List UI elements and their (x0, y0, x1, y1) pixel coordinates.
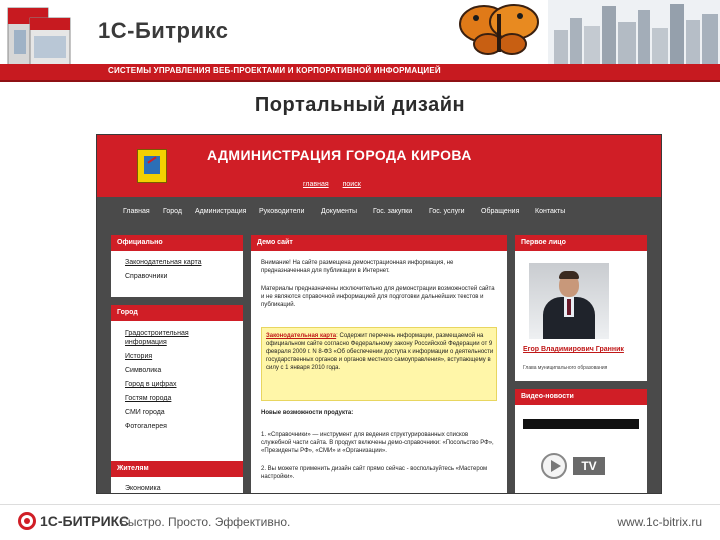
official-role: Глава муниципального образования (523, 365, 608, 371)
first-person-box (515, 235, 647, 381)
demo-materials-text: Материалы предназначены исключительно для демонстрации возможностей сайта и не являются справочной информацией для подготовки дальнейших текстов и публикаций. (261, 286, 495, 308)
home-link[interactable]: главная (303, 181, 329, 188)
official-box (111, 235, 243, 297)
city-emblem-icon (137, 149, 167, 183)
nav-item-administration[interactable]: Администрация (195, 208, 247, 215)
residents-box (111, 461, 243, 494)
portal-main-column (251, 235, 507, 494)
video-news-title: Видео-новости (515, 389, 647, 405)
nav-item-leaders[interactable]: Руководители (259, 208, 305, 215)
tagline-bar (0, 64, 720, 82)
nav-item-documents[interactable]: Документы (321, 208, 358, 215)
legislative-map-notice (261, 327, 497, 401)
notice-text: : Содержит перечень информации, размещаемой на официальном сайте согласно Федеральному закону Российской Федерации от 9 февраля 2009 г. N 8-ФЗ «Об обеспечении доступа к информации о деятельности государственных органов и органов местного самоуправления», вступающему в силу с 1 января 2010 года. (266, 333, 494, 371)
notice-link[interactable]: Законодательная карта (266, 333, 337, 339)
nav-item-appeals[interactable]: Обращения (481, 208, 520, 215)
left-link-city-media[interactable]: СМИ города (125, 409, 165, 416)
tv-logo: TV (573, 457, 605, 475)
nav-item-services[interactable]: Гос. услуги (429, 208, 465, 215)
nav-item-procurement[interactable]: Гос. закупки (373, 208, 413, 215)
left-link-photo-gallery[interactable]: Фотогалерея (125, 423, 167, 430)
portal-nav (97, 197, 662, 227)
video-player[interactable] (523, 413, 639, 494)
left-link-symbols[interactable]: Символика (125, 367, 162, 374)
left-link-history[interactable]: История (125, 353, 153, 360)
nav-item-contacts[interactable]: Контакты (535, 208, 566, 215)
portal-screenshot (96, 134, 662, 494)
bitrix-logo-icon (18, 512, 36, 530)
nav-item-city[interactable]: Город (163, 208, 182, 215)
left-link-city-in-numbers[interactable]: Город в цифрах (125, 381, 177, 388)
portal-header (97, 135, 662, 197)
portal-title: АДМИНИСТРАЦИЯ ГОРОДА КИРОВА (207, 147, 472, 163)
nav-item-home[interactable]: Главная (123, 208, 150, 215)
play-icon[interactable] (541, 453, 567, 479)
features-title: Новые возможности продукта: (261, 410, 354, 416)
left-link-legislative-map[interactable]: Законодательная карта (125, 259, 202, 266)
official-name-link[interactable]: Егор Владимирович Гранник (523, 346, 624, 353)
city-skyline-image (548, 0, 720, 66)
portal-left-column (111, 235, 243, 494)
left-link-city-guests[interactable]: Гостям города (125, 395, 172, 402)
footer-slogan: Быстро. Просто. Эффективно. (120, 515, 291, 529)
demo-warning-text: Внимание! На сайте размещена демонстрационная информация, не предназначенная для публикации в Интернет. (261, 260, 454, 274)
left-link-directories[interactable]: Справочники (125, 273, 168, 280)
portal-top-links (297, 181, 367, 188)
residents-box-title: Жителям (111, 461, 243, 477)
butterfly-image (456, 2, 542, 58)
official-photo[interactable] (529, 263, 609, 339)
footer-url[interactable]: www.1c-bitrix.ru (617, 515, 702, 529)
left-link-urban-planning[interactable]: Градостроительная информация (125, 330, 189, 346)
left-link-economy[interactable]: Экономика (125, 485, 161, 492)
slide-title: Портальный дизайн (254, 94, 466, 116)
portal-right-column (515, 235, 647, 494)
city-box-title: Город (111, 305, 243, 321)
feature-directories-text: 1. «Справочники» — инструмент для ведения структурированных списков служебной части сайта. В продукт включены демо-справочники: «Посольство РФ», «Президенты РФ», «СМИ» и «Организации». (261, 432, 494, 454)
demo-site-title: Демо сайт (251, 235, 507, 251)
feature-wizard-text: 2. Вы можете применить дизайн сайт прямо сейчас - воспользуйтесь «Мастером настройки». (261, 466, 488, 480)
tagline: СИСТЕМЫ УПРАВЛЕНИЯ ВЕБ-ПРОЕКТАМИ И КОРПОРАТИВНОЙ ИНФОРМАЦИЕЙ (108, 66, 441, 75)
search-link[interactable]: поиск (342, 181, 361, 188)
first-person-title: Первое лицо (515, 235, 647, 251)
footer-logo: 1С-БИТРИКС (40, 513, 130, 529)
brand-title: 1С-Битрикс (98, 18, 229, 43)
city-box (111, 305, 243, 475)
official-box-title: Официально (111, 235, 243, 251)
